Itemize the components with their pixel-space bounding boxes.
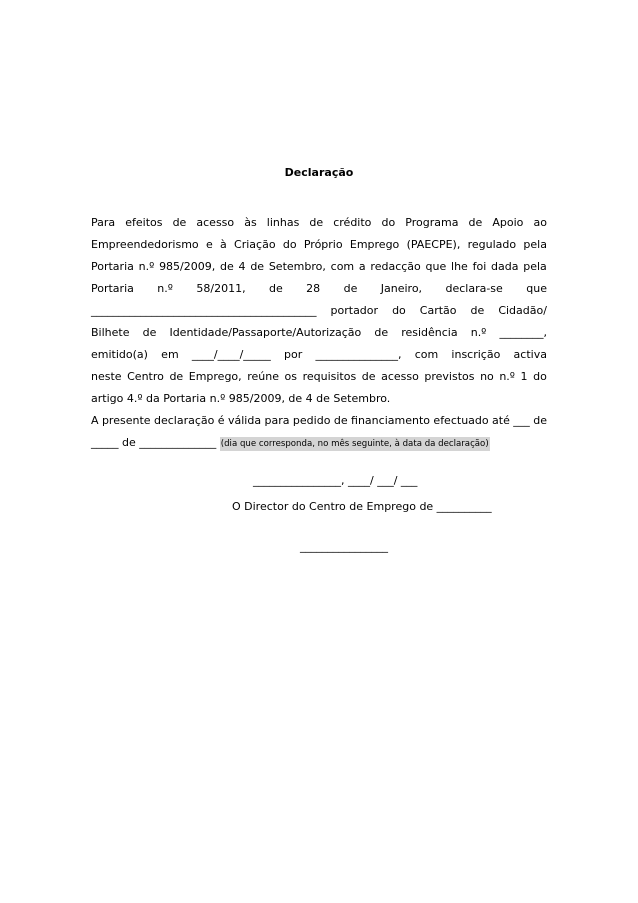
declaration-word: _________________________________________ [91,304,317,317]
declaration-word: às [244,216,257,229]
declaration-word: do [533,370,547,383]
document-title: Declaração [284,166,354,179]
declaration-word: de [343,282,358,295]
declaration-word: Setembro, [268,260,326,273]
declaration-word: de [309,216,324,229]
declaration-word: com [330,260,355,273]
declaration-line [91,278,547,300]
declaration-word: 985/2009, [159,260,216,273]
declaration-word: pela [523,260,547,273]
declaration-word: de [250,260,265,273]
declaration-line [91,322,547,344]
declaration-line [91,212,547,234]
declaration-word: com [414,348,439,361]
director-label: O Director do Centro de Emprego de __________ [232,500,492,513]
declaration-word: (PAECPE), [406,238,461,251]
declaration-word: Janeiro, [380,282,423,295]
declaration-word: regulado [467,238,517,251]
declaration-word: Identidade/Passaporte/Autorização [169,326,362,339]
declaration-word: efeitos [125,216,163,229]
declaration-word: neste [91,370,122,383]
declaration-word: de [533,414,547,427]
declaration-last-line-prefix: _____ de ______________ [91,436,217,449]
declaration-word: reúne [247,370,279,383]
declaration-word: que [425,260,447,273]
declaration-line [91,234,547,256]
declaration-note: (dia que corresponda, no mês seguinte, à data da declaração) [220,439,489,449]
declaration-word: que [526,282,547,295]
declaration-word: ao [533,216,547,229]
declaration-word: de [172,216,187,229]
declaration-word: acesso [196,216,235,229]
declaration-word: portador [330,304,379,317]
declaration-word: a [358,260,366,273]
declaration-word: à [220,238,227,251]
declaration-word: de [169,370,184,383]
declaration-word: do [381,216,396,229]
declaration-word: Programa [405,216,459,229]
declaration-word: n.º [470,326,487,339]
declaration-word: inscrição [451,348,501,361]
declaration-word: do [392,304,406,317]
declaration-word: n.º [157,282,173,295]
signature-date-line: ________________, ____/ ___/ ___ [253,474,418,487]
declaration-word: 28 [306,282,321,295]
declaration-word: activa [513,348,547,361]
declaration-line [91,410,547,432]
declaration-word: Portaria [91,282,134,295]
declaration-word: de [468,216,483,229]
declaration-word: ____/____/_____ [191,348,271,361]
declaration-word: de [470,304,485,317]
declaration-word: crédito [333,216,372,229]
declaration-word: 1 [520,370,528,383]
declaration-word: Empreendedorismo [91,238,199,251]
declaration-lines [91,212,547,432]
declaration-word: linhas [266,216,300,229]
declaration-word: declara-se [445,282,503,295]
declaration-word: lhe [451,260,468,273]
declaration-line [91,366,547,388]
declaration-word: previstos [424,370,475,383]
declaration-word: Apoio [492,216,524,229]
declaration-word: residência [401,326,458,339]
declaration-word: de [269,282,283,295]
declaration-word: de [220,260,234,273]
declaration-word: Centro [127,370,164,383]
declaration-word: até [492,414,510,427]
declaration-line [91,388,547,410]
declaration-word: de [142,326,157,339]
declaration-word: acesso [381,370,419,383]
declaration-word: do [282,238,297,251]
declaration-word: A [91,414,99,427]
declaration-word: ________, [499,326,547,339]
declaration-word: foi [472,260,487,273]
declaration-word: declaração [153,414,215,427]
declaration-word: Portaria [91,260,134,273]
declaration-word: dada [491,260,519,273]
declaration-word: n.º [499,370,515,383]
declaration-word: pedido [292,414,331,427]
declaration-word: 58/2011, [196,282,246,295]
declaration-word: em [161,348,179,361]
declaration-word: artigo 4.º da Portaria n.º 985/2009, de 4 de Setembro. [91,392,391,405]
declaration-word: de [333,414,348,427]
declaration-word: Para [91,216,116,229]
declaration-word: Emprego [349,238,400,251]
declaration-word: de [361,370,376,383]
declaration-line [91,300,547,322]
declaration-word: 4 [238,260,246,273]
declaration-word: requisitos [302,370,357,383]
declaration-word: Bilhete [91,326,130,339]
declaration-word: efectuado [433,414,489,427]
declaration-word: Cidadão/ [498,304,547,317]
declaration-word: financiamento [351,414,430,427]
declaration-word: Emprego, [188,370,242,383]
declaration-word: redacção [370,260,421,273]
declaration-word: de [374,326,389,339]
declaration-word: os [284,370,298,383]
declaration-word: _______________, [315,348,402,361]
declaration-word: ___ [513,414,530,427]
declaration-word: Criação [234,238,276,251]
declaration-word: presente [101,414,151,427]
declaration-word: n.º [138,260,155,273]
declaration-word: e [205,238,213,251]
declaration-body [91,212,547,454]
declaration-word: no [480,370,494,383]
declaration-word: Próprio [303,238,343,251]
declaration-word: pela [523,238,547,251]
declaration-line [91,344,547,366]
declaration-last-line [91,432,547,454]
declaration-word: Cartão [419,304,457,317]
declaration-word: para [264,414,290,427]
declaration-word: válida [227,414,262,427]
declaration-word: é [217,414,225,427]
declaration-word: emitido(a) [91,348,148,361]
declaration-word: por [284,348,303,361]
signature-line: ________________ [300,540,388,553]
declaration-line [91,256,547,278]
